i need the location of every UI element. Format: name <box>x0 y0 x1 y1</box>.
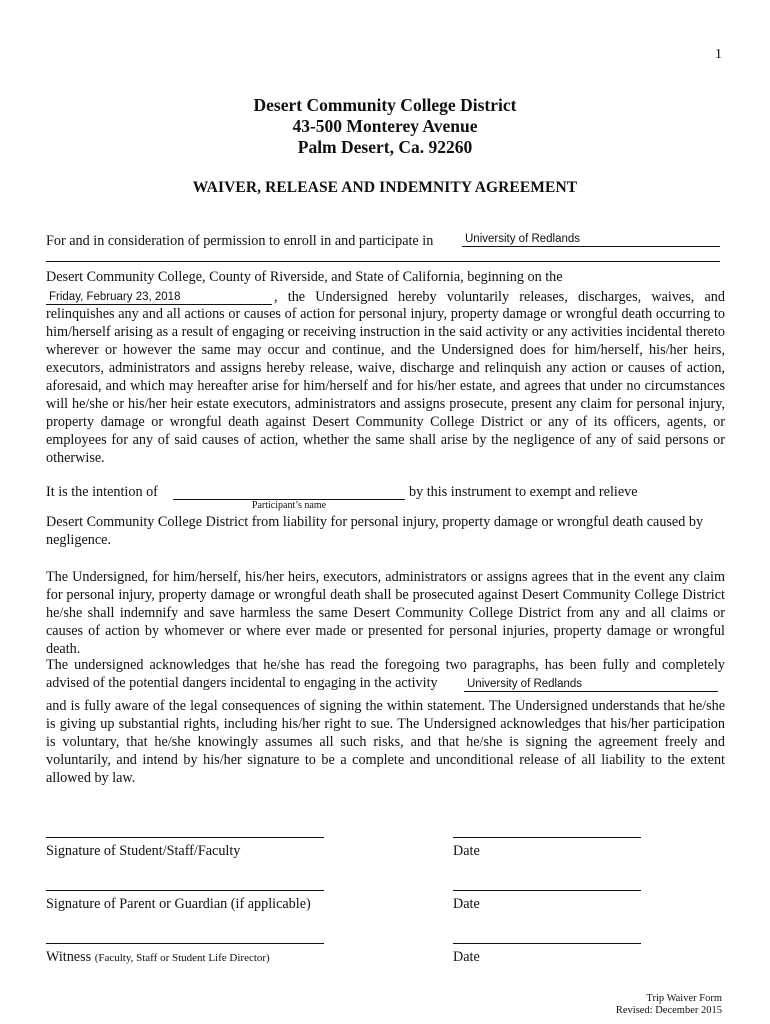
acknowledge-line2: advised of the potential dangers incidental to engaging in the activity <box>46 675 438 691</box>
guardian-signature-label: Signature of Parent or Guardian (if applicable) <box>46 896 311 912</box>
witness-signature-label <box>46 949 270 966</box>
witness-date-label: Date <box>453 949 480 965</box>
org-city: Palm Desert, Ca. 92260 <box>297 137 473 157</box>
acknowledge-line1: The undersigned acknowledges that he/she has read the foregoing two paragraphs, has been fully and completely <box>46 657 725 673</box>
activity-field-2-value: University of Redlands <box>467 678 583 690</box>
student-date-line[interactable] <box>453 823 641 838</box>
guardian-date-line[interactable] <box>453 876 641 891</box>
student-signature-label: Signature of Student/Staff/Faculty <box>46 843 241 859</box>
student-date-label: Date <box>453 843 480 859</box>
indemnity-paragraph: The Undersigned, for him/herself, his/her heirs, executors, administrators or assigns agrees that in the event any claim for personal injury, property damage or wrongful death shall be prosecuted against Desert Community College District he/she shall indemnify and save harmless the same Desert Community College District from any and all claims or causes of action by whomever or where ever made or presented for personal injuries, property damage or wrongful death. <box>46 569 725 657</box>
document-title: WAIVER, RELEASE AND INDEMNITY AGREEMENT <box>192 179 578 196</box>
activity-field-value: University of Redlands <box>465 233 581 245</box>
org-name: Desert Community College District <box>253 95 517 115</box>
footer-form-name: Trip Waiver Form <box>646 993 722 1004</box>
activity-field-continuation[interactable] <box>46 245 720 262</box>
witness-date-line[interactable] <box>453 929 641 944</box>
guardian-signature-line[interactable] <box>46 876 324 891</box>
student-signature-line[interactable] <box>46 823 324 838</box>
intention-body: Desert Community College District from liability for personal injury, property damage or wrongful death caused by negligence. <box>46 514 704 548</box>
participant-name-field[interactable] <box>173 482 405 500</box>
paragraph1-line2: , the Undersigned hereby voluntarily releases, discharges, waives, and <box>274 289 725 305</box>
guardian-date-label: Date <box>453 896 480 912</box>
date-field-value: Friday, February 23, 2018 <box>49 291 181 303</box>
footer-revised: Revised: December 2015 <box>615 1005 722 1016</box>
consideration-intro: For and in consideration of permission to enroll in and participate in <box>46 233 434 249</box>
paragraph1-body: relinquishes any and all actions or causes of action for personal injury, property damage or wrongful death occurring to him/herself arising as a result of engaging or receiving instruction in the said activity or any activities incidental thereto wherever or however the same may occur and continue, and the Undersigned does for him/herself, his/her heirs, executors, administrators and assigns hereby release, waive, discharge and relinquish any action or causes of action, aforesaid, and which may hereafter arise for him/herself and for his/her estate, and agrees that under no circumstances will he/she or his/her heir estate executors, administrators and assigns prosecute, present any claim for personal injury, property damage or wrongful death against Desert Community College District or any of its officers, agents, or employees for any of said causes of action, whether the same shall arise by the negligence of any of said persons or otherwise. <box>46 306 725 466</box>
witness-label-main: Witness <box>46 949 92 965</box>
participant-name-caption: Participant’s name <box>251 500 327 511</box>
witness-label-paren: (Faculty, Staff or Student Life Director) <box>94 952 270 964</box>
date-field[interactable] <box>46 287 272 305</box>
intention-after: by this instrument to exempt and relieve <box>409 484 638 500</box>
org-street: 43-500 Monterey Avenue <box>292 116 478 136</box>
release-paragraph: and is fully aware of the legal consequences of signing the within statement. The Undersigned understands that he/she is giving up substantial rights, including his/her right to sue. The Undersigned acknowledges that his/her participation is voluntary, that he/she knowingly assumes all such risks, and that he/she is signing the agreement freely and voluntarily, and intend by his/her signature to be a complete and unconditional release of all liability to the extent allowed by law. <box>46 698 725 786</box>
page-number: 1 <box>715 47 722 62</box>
intention-before: It is the intention of <box>46 484 158 500</box>
witness-signature-line[interactable] <box>46 929 324 944</box>
activity-field-2[interactable] <box>464 674 718 692</box>
paragraph1-line1: Desert Community College, County of Riverside, and State of California, beginning on the <box>46 269 563 285</box>
